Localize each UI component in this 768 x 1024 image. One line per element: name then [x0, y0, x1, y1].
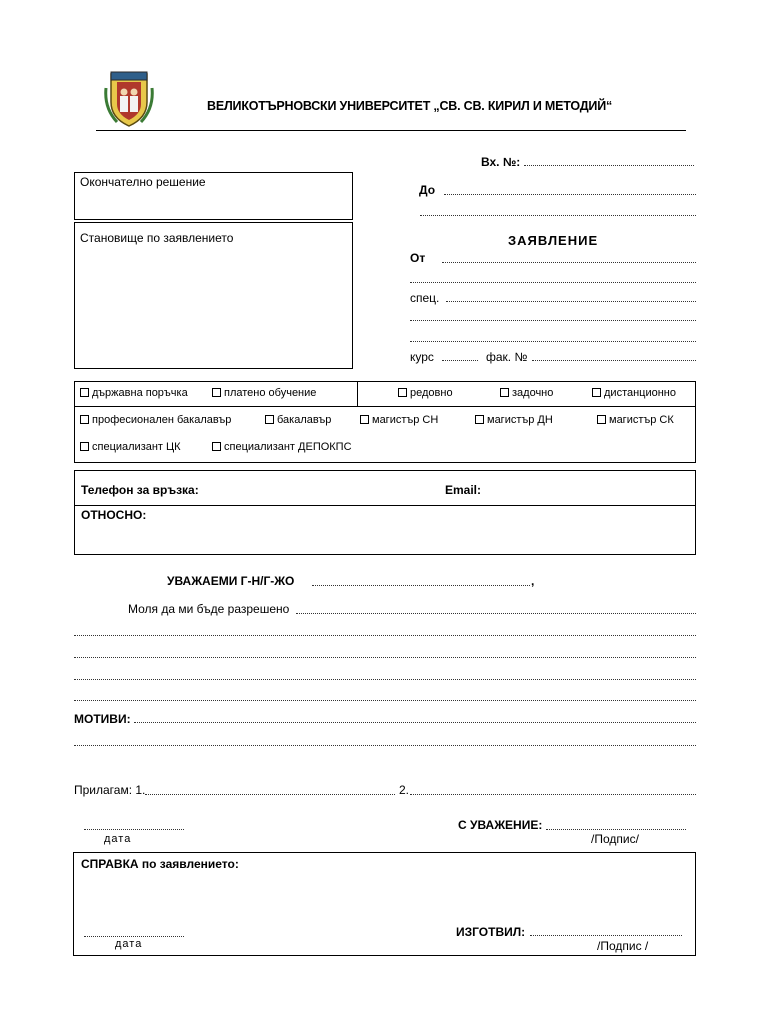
contact-separator: [74, 505, 696, 506]
checkbox[interactable]: [597, 415, 606, 424]
request-text: Моля да ми бъде разрешено: [128, 602, 290, 616]
checkbox[interactable]: [212, 442, 221, 451]
option-professional-bachelor[interactable]: професионален бакалавър: [80, 414, 231, 427]
option-state-funded[interactable]: държавна поръчка: [80, 387, 188, 400]
salutation-text: УВАЖАЕМИ Г-Н/Г-ЖО: [167, 574, 295, 588]
option-part-time[interactable]: задочно: [500, 387, 553, 400]
from-field-2[interactable]: [410, 282, 696, 283]
checkbox[interactable]: [398, 388, 407, 397]
checkbox[interactable]: [500, 388, 509, 397]
reference-title: СПРАВКА по заявлението:: [81, 857, 239, 871]
motives-field-2[interactable]: [74, 745, 696, 746]
checkbox[interactable]: [592, 388, 601, 397]
from-field-1[interactable]: [442, 262, 696, 263]
faculty-number-field[interactable]: [532, 360, 696, 361]
signature-field[interactable]: [546, 829, 686, 830]
signature-label: /Подпис/: [591, 832, 639, 846]
incoming-number-label: Вх. №:: [481, 155, 521, 169]
spec-field-3[interactable]: [410, 341, 696, 342]
request-field-5[interactable]: [74, 700, 696, 701]
request-field-1[interactable]: [296, 613, 696, 614]
attachment-1-field[interactable]: [145, 794, 395, 795]
attachments-label: Прилагам: 1.: [74, 783, 146, 797]
options-separator-h: [74, 406, 696, 407]
from-label: От: [410, 251, 426, 265]
option-paid[interactable]: платено обучение: [212, 387, 316, 400]
request-field-3[interactable]: [74, 657, 696, 658]
option-bachelor[interactable]: бакалавър: [265, 414, 331, 427]
university-logo: [103, 68, 155, 130]
option-full-time[interactable]: редовно: [398, 387, 453, 400]
option-master-sk[interactable]: магистър СК: [597, 414, 674, 427]
salutation-field[interactable]: [312, 585, 530, 586]
checkbox[interactable]: [475, 415, 484, 424]
checkbox[interactable]: [80, 388, 89, 397]
opinion-box: [74, 222, 353, 369]
checkbox[interactable]: [80, 415, 89, 424]
final-decision-box: [74, 172, 353, 220]
checkbox[interactable]: [360, 415, 369, 424]
reference-signature-label: /Подпис /: [597, 939, 649, 953]
spec-label: спец.: [410, 291, 440, 305]
attachment-2-field[interactable]: [410, 794, 696, 795]
checkbox[interactable]: [265, 415, 274, 424]
reference-date-label: дата: [115, 938, 143, 950]
option-master-dn[interactable]: магистър ДН: [475, 414, 553, 427]
options-separator-v: [357, 381, 358, 406]
header-divider: [96, 130, 686, 131]
motives-field-1[interactable]: [134, 722, 696, 723]
to-field-2[interactable]: [420, 215, 696, 216]
checkbox[interactable]: [80, 442, 89, 451]
prepared-by-label: ИЗГОТВИЛ:: [456, 925, 526, 939]
course-field[interactable]: [442, 360, 478, 361]
spec-field-1[interactable]: [446, 301, 696, 302]
attachment-2-label: 2.: [399, 783, 410, 797]
date-label: дата: [104, 833, 132, 845]
request-field-2[interactable]: [74, 635, 696, 636]
salutation-comma: ,: [531, 574, 535, 588]
regards-label: С УВАЖЕНИЕ:: [458, 818, 543, 832]
university-title: ВЕЛИКОТЪРНОВСКИ УНИВЕРСИТЕТ „СВ. СВ. КИРИЛ И МЕТОДИЙ“: [207, 99, 613, 113]
option-specialist-ck[interactable]: специализант ЦК: [80, 441, 181, 454]
application-title: ЗАЯВЛЕНИЕ: [508, 233, 599, 248]
email-label: Email:: [445, 483, 482, 497]
option-specialist-depokps[interactable]: специализант ДЕПОКПС: [212, 441, 352, 454]
option-master-sn[interactable]: магистър СН: [360, 414, 438, 427]
opinion-label: Становище по заявлението: [80, 231, 234, 245]
prepared-by-field[interactable]: [530, 935, 682, 936]
checkbox[interactable]: [212, 388, 221, 397]
request-field-4[interactable]: [74, 679, 696, 680]
to-label: До: [419, 183, 436, 197]
regarding-label: ОТНОСНО:: [81, 508, 147, 522]
final-decision-label: Окончателно решение: [80, 175, 206, 189]
motives-label: МОТИВИ:: [74, 712, 131, 726]
spec-field-2[interactable]: [410, 320, 696, 321]
incoming-number-field[interactable]: [524, 165, 694, 166]
date-field[interactable]: [84, 829, 184, 830]
option-distance[interactable]: дистанционно: [592, 387, 676, 400]
course-label: курс: [410, 350, 434, 364]
to-field-1[interactable]: [444, 194, 696, 195]
phone-label: Телефон за връзка:: [81, 483, 199, 497]
faculty-number-label: фак. №: [486, 350, 528, 364]
